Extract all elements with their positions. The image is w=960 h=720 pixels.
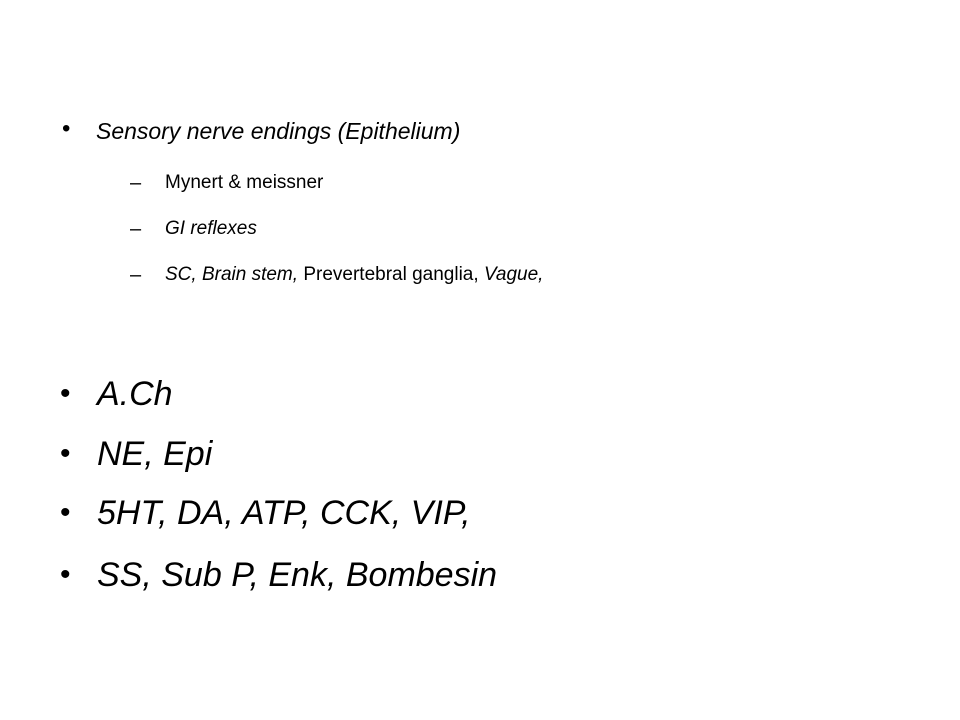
bullet-icon: • <box>60 496 71 529</box>
sub-item-gi-reflexes: GI reflexes <box>165 218 257 239</box>
bullet-icon: • <box>60 437 71 470</box>
dash-icon: – <box>130 218 142 240</box>
bullet-text-ss-list: SS, Sub P, Enk, Bombesin <box>97 556 498 594</box>
sub-item-pathways-part-sc-brainstem: SC, Brain stem, <box>165 264 299 285</box>
sub-item-pathways <box>165 262 543 288</box>
dash-icon: – <box>130 172 142 194</box>
sub-item-pathways-part-vague: Vague, <box>483 264 544 285</box>
bullet-icon: • <box>60 377 71 410</box>
sub-item-mynert-meissner: Mynert & meissner <box>165 172 324 193</box>
bullet-text-5ht-list: 5HT, DA, ATP, CCK, VIP, <box>97 494 471 532</box>
bullet-icon: • <box>60 558 71 591</box>
bullet-text-sensory-nerve-endings: Sensory nerve endings (Epithelium) <box>96 118 461 144</box>
bullet-icon: • <box>62 115 71 142</box>
bullet-text-ne-epi: NE, Epi <box>97 435 213 473</box>
sub-item-pathways-part-prevertebral: Prevertebral ganglia, <box>298 264 484 285</box>
bullet-text-ach: A.Ch <box>97 375 173 413</box>
dash-icon: – <box>130 264 142 286</box>
